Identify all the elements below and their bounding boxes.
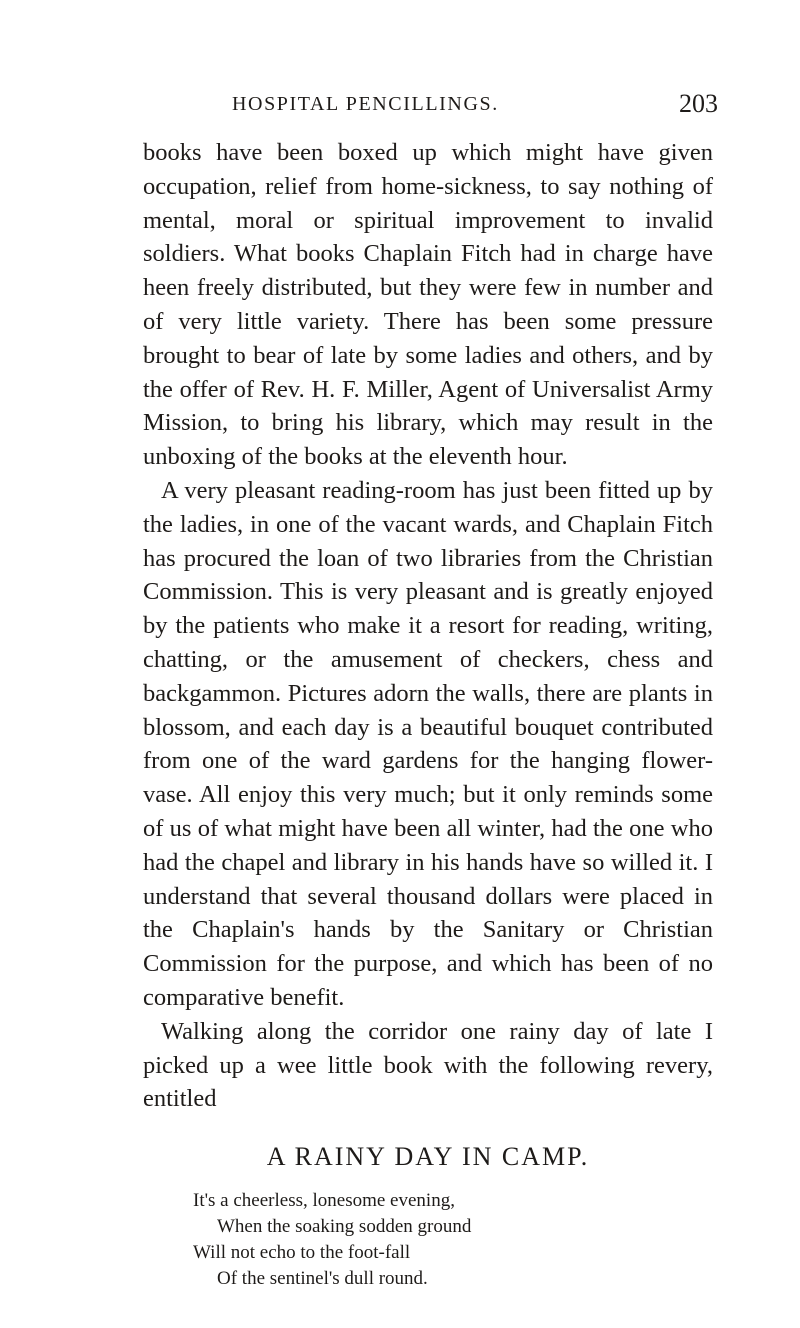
poem-line: It's a cheerless, lonesome evening,	[193, 1190, 455, 1212]
page-number: 203	[679, 89, 718, 118]
poem-line: When the soaking sodden ground	[217, 1216, 472, 1238]
paragraph: books have been boxed up which might have given occupation, relief from home-sickness, to say nothing of mental, moral or spiritual improvement to invalid soldiers. What books Chaplain Fitch had in charge have heen freely distributed, but they were few in number and of very little variety. There has been some pressure brought to bear of late by some ladies and others, and by the offer of Rev. H. F. Miller, Agent of Universalist Army Mission, to bring his library, which may result in the unboxing of the books at the eleventh hour.	[143, 139, 713, 471]
paragraph: A very pleasant reading-room has just been fitted up by the ladies, in one of the vacant wards, and Chaplain Fitch has procured the loan of two libraries from the Christian Commission. This is very pleasant and is greatly enjoyed by the patients who make it a resort for reading, writing, chatting, or the amusement of checkers, chess and backgammon. Pictures adorn the walls, there are plants in blossom, and each day is a beautiful bouquet contributed from one of the ward gardens for the hanging flower-vase. All enjoy this very much; but it only reminds some of us of what might have been all winter, had the one who had the chapel and library in his hands have so willed it. I understand that several thousand dollars were placed in the Chaplain's hands by the Sanitary or Christian Commission for the purpose, and which has been of no comparative benefit.	[143, 476, 713, 1011]
poem-line: Will not echo to the foot-fall	[193, 1242, 411, 1264]
body-text	[143, 136, 713, 1292]
paragraph: Walking along the corridor one rainy day of late I picked up a wee little book with the following revery, entitled	[143, 1017, 713, 1113]
running-header	[232, 88, 718, 120]
running-title: HOSPITAL PENCILLINGS.	[232, 93, 499, 115]
poem-line: Of the sentinel's dull round.	[217, 1268, 428, 1290]
poem	[143, 1188, 713, 1292]
poem-title: A RAINY DAY IN CAMP.	[266, 1142, 590, 1172]
